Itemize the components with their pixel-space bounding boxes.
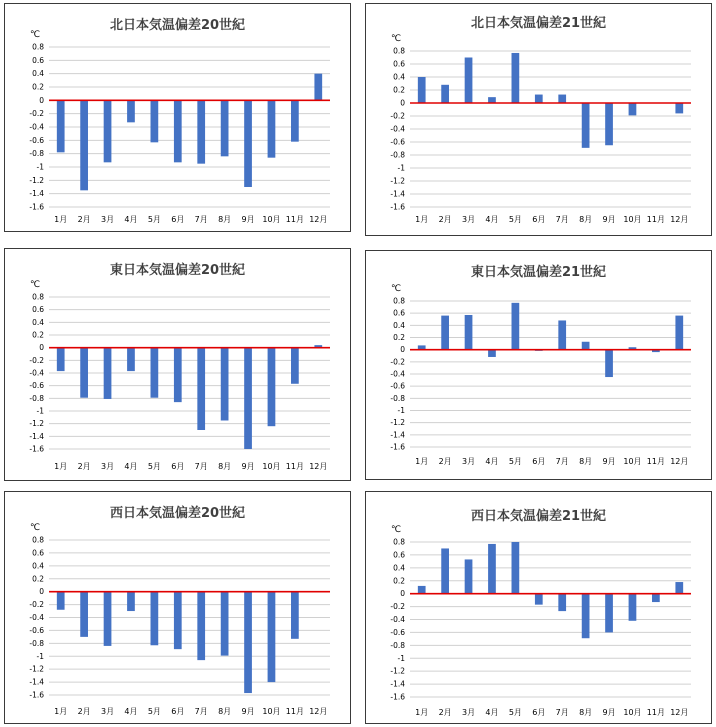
- bar-12: [314, 74, 322, 101]
- y-axis-unit-label: ℃: [30, 523, 41, 533]
- x-tick-label: 10月: [623, 215, 642, 224]
- bar-5: [512, 53, 520, 103]
- x-tick-label: 6月: [532, 215, 546, 224]
- y-tick-label: -1.4: [390, 679, 405, 689]
- bar-3: [465, 315, 473, 350]
- y-tick-label: -0.2: [29, 355, 44, 365]
- x-tick-label: 8月: [579, 215, 593, 224]
- y-tick-label: 0.6: [32, 305, 44, 315]
- bar-9: [605, 103, 613, 145]
- y-tick-label: -0.4: [29, 368, 44, 378]
- y-tick-label: 0.6: [393, 550, 405, 560]
- chart-west-20c: [5, 492, 350, 723]
- y-tick-label: -1.6: [29, 202, 44, 212]
- bar-7: [197, 348, 205, 430]
- chart-title: 北日本気温偏差21世紀: [470, 16, 607, 31]
- x-tick-label: 4月: [124, 707, 138, 716]
- x-tick-label: 9月: [602, 708, 616, 717]
- x-tick-label: 10月: [262, 462, 281, 471]
- bar-10: [268, 348, 276, 427]
- x-tick-label: 5月: [508, 457, 522, 466]
- y-tick-label: 0.6: [32, 55, 44, 65]
- y-tick-label: 0.6: [393, 308, 405, 318]
- y-tick-label: 0.2: [32, 82, 44, 92]
- y-tick-label: -1.2: [390, 418, 405, 428]
- y-tick-label: 0.8: [32, 292, 44, 302]
- x-tick-label: 7月: [194, 215, 208, 224]
- bar-9: [244, 100, 252, 187]
- x-tick-label: 2月: [77, 215, 91, 224]
- y-tick-label: -1.6: [29, 690, 44, 700]
- y-tick-label: 0.8: [393, 537, 405, 547]
- x-tick-label: 5月: [147, 215, 161, 224]
- y-tick-label: -1.6: [29, 444, 44, 454]
- bar-10: [629, 594, 637, 621]
- x-tick-label: 1月: [54, 462, 68, 471]
- bar-11: [291, 348, 299, 384]
- x-tick-label: 3月: [100, 462, 115, 471]
- y-axis-unit-label: ℃: [30, 30, 41, 40]
- x-tick-label: 7月: [194, 707, 208, 716]
- y-tick-label: 0.4: [393, 72, 405, 82]
- y-tick-label: -1: [397, 406, 405, 415]
- y-tick-label: 0.6: [393, 59, 405, 69]
- y-tick-label: 0.8: [32, 42, 44, 52]
- x-tick-label: 9月: [602, 457, 616, 466]
- y-tick-label: 0: [400, 345, 405, 355]
- x-tick-label: 12月: [309, 707, 328, 716]
- bar-11: [291, 100, 299, 141]
- x-tick-label: 3月: [461, 708, 476, 717]
- y-tick-label: 0.2: [32, 330, 44, 340]
- y-tick-label: -0.4: [390, 369, 405, 379]
- x-tick-label: 2月: [438, 457, 452, 466]
- bar-6: [535, 95, 543, 103]
- x-tick-label: 11月: [646, 708, 665, 717]
- chart-title: 東日本気温偏差21世紀: [470, 265, 607, 280]
- y-tick-label: 0: [400, 98, 405, 108]
- bar-4: [127, 100, 135, 122]
- y-tick-label: -0.8: [390, 150, 405, 160]
- x-tick-label: 12月: [670, 708, 689, 717]
- bar-7: [197, 592, 205, 660]
- x-tick-label: 8月: [218, 215, 232, 224]
- x-tick-label: 7月: [555, 215, 569, 224]
- bar-6: [535, 594, 543, 605]
- x-tick-label: 7月: [555, 457, 569, 466]
- y-tick-label: -0.8: [390, 393, 405, 403]
- x-tick-label: 1月: [415, 708, 429, 717]
- x-tick-label: 5月: [147, 462, 161, 471]
- bar-7: [558, 594, 566, 611]
- bar-8: [221, 592, 229, 656]
- bar-9: [244, 348, 252, 449]
- x-tick-label: 5月: [508, 215, 522, 224]
- bar-10: [268, 100, 276, 157]
- y-tick-label: 0.6: [32, 548, 44, 558]
- y-tick-label: -1.2: [29, 419, 44, 429]
- y-tick-label: -1.6: [390, 202, 405, 212]
- x-tick-label: 3月: [100, 215, 115, 224]
- x-tick-label: 4月: [124, 462, 138, 471]
- bar-6: [174, 348, 182, 402]
- x-tick-label: 1月: [415, 457, 429, 466]
- y-tick-label: -0.4: [390, 124, 405, 134]
- x-tick-label: 1月: [54, 215, 68, 224]
- y-tick-label: -1.4: [29, 431, 44, 441]
- chart-panel-north-20c: [4, 3, 351, 232]
- bar-2: [80, 100, 88, 190]
- chart-panel-west-20c: [4, 491, 351, 724]
- bar-3: [104, 592, 112, 646]
- x-tick-label: 7月: [555, 708, 569, 717]
- x-tick-label: 6月: [171, 707, 185, 716]
- y-tick-label: 0: [39, 95, 44, 105]
- y-tick-label: -0.8: [390, 640, 405, 650]
- chart-title: 北日本気温偏差20世紀: [109, 18, 246, 33]
- chart-panel-east-20c: [4, 248, 351, 481]
- y-tick-label: -1.4: [390, 189, 405, 199]
- x-tick-label: 2月: [438, 708, 452, 717]
- x-tick-label: 9月: [241, 462, 255, 471]
- y-tick-label: -0.4: [390, 615, 405, 624]
- y-tick-label: -0.4: [29, 613, 44, 622]
- bar-6: [174, 100, 182, 162]
- chart-title: 東日本気温偏差20世紀: [109, 263, 246, 278]
- bar-9: [244, 592, 252, 693]
- x-tick-label: 3月: [100, 707, 115, 716]
- bar-1: [57, 592, 65, 610]
- y-tick-label: 0.4: [32, 317, 44, 327]
- y-tick-label: -1.4: [29, 677, 44, 687]
- bar-1: [57, 100, 65, 152]
- y-tick-label: 0.4: [32, 69, 44, 79]
- chart-title: 西日本気温偏差21世紀: [470, 509, 607, 524]
- x-tick-label: 10月: [262, 215, 281, 224]
- bar-4: [127, 592, 135, 611]
- bar-2: [80, 592, 88, 637]
- y-tick-label: -1.2: [390, 176, 405, 186]
- y-tick-label: 0.2: [393, 333, 405, 342]
- y-tick-label: -0.2: [390, 602, 405, 612]
- y-tick-label: 0.8: [393, 46, 405, 56]
- bar-7: [558, 95, 566, 103]
- bar-5: [151, 100, 159, 142]
- y-tick-label: 0: [39, 343, 44, 353]
- y-tick-label: 0.2: [32, 574, 44, 584]
- bar-4: [127, 348, 135, 371]
- y-tick-label: -1: [36, 162, 44, 172]
- chart-west-21c: [366, 492, 711, 723]
- chart-panel-west-21c: [365, 491, 712, 724]
- bar-5: [512, 542, 520, 594]
- x-tick-label: 7月: [194, 462, 208, 471]
- y-tick-label: -1: [397, 163, 405, 173]
- bar-6: [174, 592, 182, 649]
- bar-9: [605, 594, 613, 633]
- x-tick-label: 6月: [532, 457, 546, 466]
- x-tick-label: 11月: [285, 462, 304, 471]
- chart-east-21c: [366, 251, 711, 479]
- x-tick-label: 2月: [438, 215, 452, 224]
- y-tick-label: -0.6: [29, 381, 44, 391]
- x-tick-label: 11月: [285, 215, 304, 224]
- bar-2: [441, 316, 449, 350]
- bar-8: [221, 348, 229, 421]
- x-tick-label: 11月: [285, 707, 304, 716]
- x-tick-label: 1月: [415, 215, 429, 224]
- y-tick-label: -1.6: [390, 442, 405, 452]
- bar-7: [558, 320, 566, 349]
- x-tick-label: 6月: [171, 462, 185, 471]
- bar-8: [582, 342, 590, 350]
- y-tick-label: 0.8: [32, 535, 44, 545]
- bar-9: [605, 350, 613, 377]
- y-tick-label: 0.8: [393, 296, 405, 306]
- y-tick-label: 0.2: [393, 85, 405, 95]
- bar-2: [441, 85, 449, 103]
- bar-5: [512, 303, 520, 350]
- bar-5: [151, 348, 159, 398]
- bar-10: [629, 103, 637, 115]
- x-tick-label: 12月: [670, 215, 689, 224]
- chart-panel-north-21c: [365, 3, 712, 236]
- bar-3: [465, 559, 473, 593]
- bar-12: [675, 582, 683, 594]
- x-tick-label: 9月: [241, 215, 255, 224]
- bar-3: [465, 58, 473, 104]
- y-tick-label: -1.4: [29, 189, 44, 199]
- y-tick-label: -1.4: [390, 430, 405, 440]
- y-tick-label: -0.8: [29, 393, 44, 403]
- bar-2: [441, 548, 449, 593]
- bar-3: [104, 348, 112, 399]
- chart-panel-east-21c: [365, 250, 712, 480]
- y-axis-unit-label: ℃: [391, 525, 402, 535]
- y-tick-label: 0.4: [393, 563, 405, 573]
- x-tick-label: 12月: [670, 457, 689, 466]
- bar-12: [675, 103, 683, 113]
- y-tick-label: -0.8: [29, 149, 44, 159]
- y-axis-unit-label: ℃: [391, 284, 402, 294]
- x-tick-label: 12月: [309, 462, 328, 471]
- y-tick-label: -0.2: [390, 357, 405, 367]
- x-tick-label: 4月: [485, 708, 499, 717]
- x-tick-label: 10月: [623, 708, 642, 717]
- bar-1: [57, 348, 65, 371]
- y-tick-label: -0.2: [390, 111, 405, 121]
- y-tick-label: -1.6: [390, 692, 405, 702]
- x-tick-label: 3月: [461, 457, 476, 466]
- chart-east-20c: [5, 249, 350, 480]
- x-tick-label: 1月: [54, 707, 68, 716]
- y-tick-label: 0.2: [393, 576, 405, 586]
- y-tick-label: -0.2: [29, 600, 44, 610]
- bar-4: [488, 544, 496, 594]
- bar-4: [488, 350, 496, 357]
- x-tick-label: 4月: [485, 215, 499, 224]
- x-tick-label: 8月: [218, 462, 232, 471]
- x-tick-label: 8月: [579, 708, 593, 717]
- x-tick-label: 6月: [532, 708, 546, 717]
- y-tick-label: -1: [36, 406, 44, 416]
- bar-4: [488, 97, 496, 103]
- y-tick-label: -1.2: [29, 664, 44, 674]
- x-tick-label: 10月: [623, 457, 642, 466]
- x-tick-label: 9月: [241, 707, 255, 716]
- y-tick-label: -1.2: [29, 175, 44, 185]
- bar-3: [104, 100, 112, 162]
- y-tick-label: -0.4: [29, 122, 44, 132]
- y-tick-label: -0.6: [390, 137, 405, 147]
- y-tick-label: -0.6: [29, 135, 44, 145]
- y-tick-label: -1.2: [390, 666, 405, 676]
- bar-7: [197, 100, 205, 163]
- y-tick-label: 0: [400, 589, 405, 599]
- bar-1: [418, 77, 426, 103]
- bar-5: [151, 592, 159, 646]
- y-axis-unit-label: ℃: [30, 280, 41, 290]
- x-tick-label: 11月: [646, 457, 665, 466]
- x-tick-label: 8月: [579, 457, 593, 466]
- y-tick-label: -1: [36, 651, 44, 661]
- x-tick-label: 8月: [218, 707, 232, 716]
- bar-11: [652, 594, 660, 602]
- x-tick-label: 3月: [461, 215, 476, 224]
- y-tick-label: -0.8: [29, 638, 44, 648]
- y-tick-label: 0.4: [32, 561, 44, 571]
- bar-8: [582, 594, 590, 639]
- chart-north-21c: [366, 4, 711, 235]
- x-tick-label: 4月: [485, 457, 499, 466]
- x-tick-label: 10月: [262, 707, 281, 716]
- y-tick-label: -0.6: [29, 625, 44, 635]
- x-tick-label: 12月: [309, 215, 328, 224]
- y-tick-label: 0: [39, 587, 44, 597]
- y-tick-label: -0.6: [390, 381, 405, 391]
- x-tick-label: 6月: [171, 215, 185, 224]
- bar-1: [418, 586, 426, 594]
- chart-north-20c: [5, 4, 350, 231]
- x-tick-label: 2月: [77, 462, 91, 471]
- x-tick-label: 9月: [602, 215, 616, 224]
- bar-12: [675, 316, 683, 350]
- x-tick-label: 2月: [77, 707, 91, 716]
- x-tick-label: 5月: [147, 707, 161, 716]
- y-tick-label: 0.4: [393, 320, 405, 330]
- bar-8: [582, 103, 590, 148]
- y-axis-unit-label: ℃: [391, 34, 402, 44]
- y-tick-label: -0.2: [29, 109, 44, 119]
- bar-2: [80, 348, 88, 398]
- x-tick-label: 5月: [508, 708, 522, 717]
- x-tick-label: 4月: [124, 215, 138, 224]
- chart-title: 西日本気温偏差20世紀: [109, 506, 246, 521]
- y-tick-label: -1: [397, 653, 405, 663]
- bar-11: [291, 592, 299, 639]
- bar-8: [221, 100, 229, 156]
- y-tick-label: -0.6: [390, 627, 405, 637]
- x-tick-label: 11月: [646, 215, 665, 224]
- bar-10: [268, 592, 276, 682]
